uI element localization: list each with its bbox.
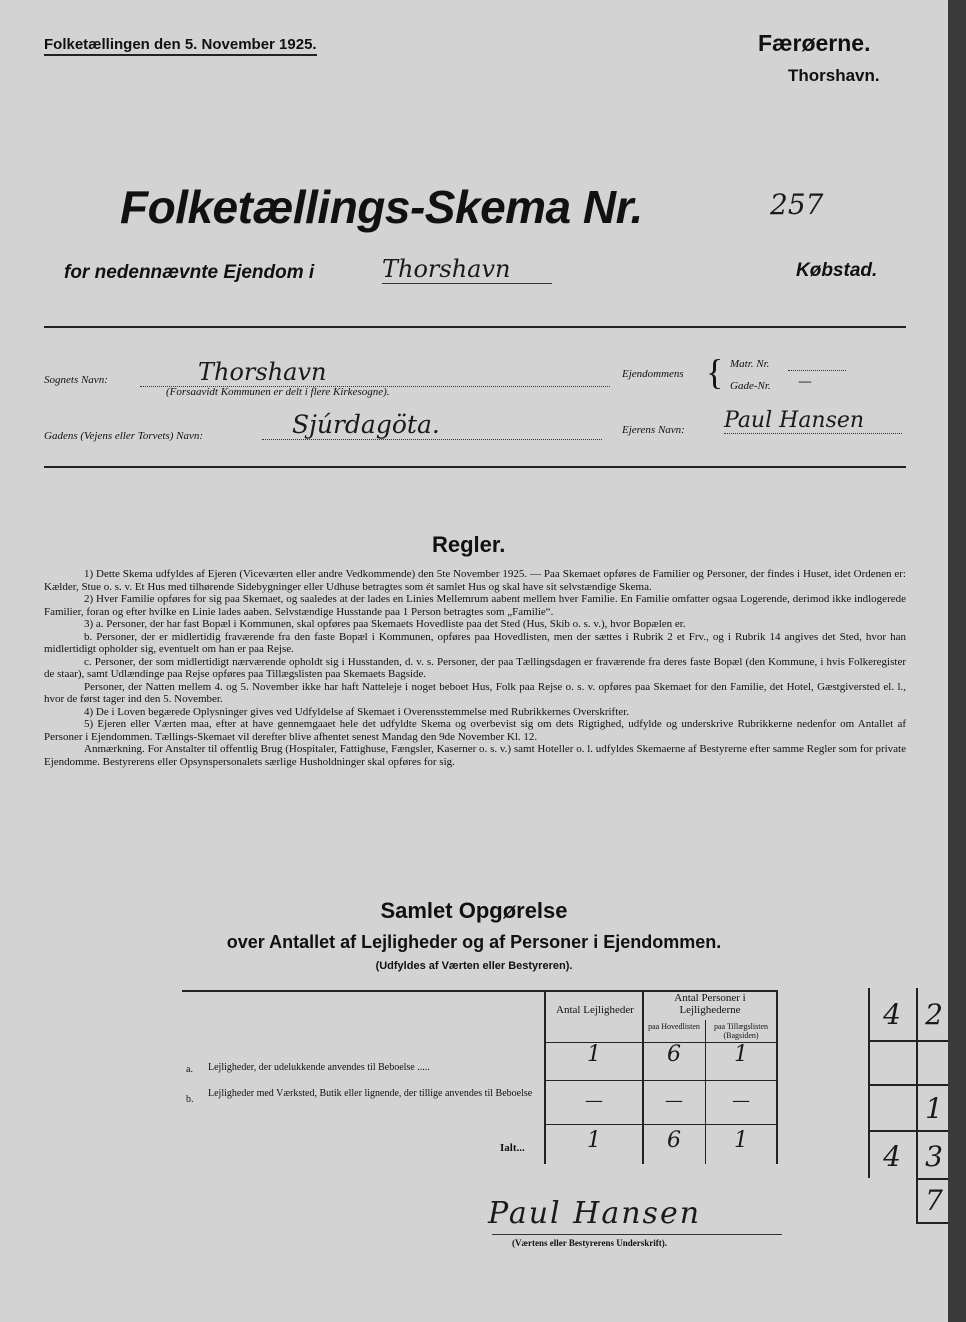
summary-heading: Samlet Opgørelse (380, 898, 568, 923)
row-label: Lejligheder, der udelukkende anvendes til Beboelse ..... (208, 1062, 430, 1073)
signature-caption: (Værtens eller Bestyrerens Underskrift). (512, 1238, 667, 1248)
grid-rule (868, 988, 870, 1178)
grid-rule (868, 1040, 948, 1042)
cell-flats: — (585, 1090, 603, 1111)
landlord-signature: Paul Hansen (488, 1196, 702, 1231)
col-persons-header: Antal Personer i Lejlighederne (674, 992, 746, 1016)
rule-paragraph: 2) Hver Familie opføres for sig paa Skemaet, og saaledes at der lades en Linies Mellemrum aabent mellem hver Familie. En Familie omfatter ogsaa Logerende, derimod ikke indlogerede Familier, foran og efter hvilke en Linie lades aaben. Selvstændige Husstande paa 1 Person betragtes som „Familie“. (44, 593, 906, 618)
rule-paragraph: 1) Dette Skema udfyldes af Ejeren (Viceværten eller andre Vedkommende) den 5te November 1925. — Paa Skemaet opføres de Familier og Personer, der findes i Huset, idet Ordenen er: Kælder, Stue o. s. v. Et Hus med tilhørende Sidebygninger eller Udhuse betragtes som ét samlet Hus og skal have sit selvstændige Skema. (44, 568, 906, 593)
street-value: Sjúrdagöta. (262, 410, 602, 440)
rule-paragraph: Personer, der Natten mellem 4. og 5. November ikke har haft Natteleje i noget beboet Hus, Folk paa Rejse o. s. v. opføres paa Skemaet for den Familie, det Hotel, Gæstgiversted el. l., hvor de først tager ind den 5. November. (44, 680, 906, 705)
census-date-header: Folketællingen den 5. November 1925. (44, 36, 317, 56)
cell-suppl: 1 (734, 1042, 748, 1067)
col-rule (776, 992, 778, 1164)
cell-flats: 1 (587, 1042, 601, 1067)
matr-value (788, 358, 846, 371)
gade-label: Gade-Nr. (730, 380, 771, 392)
rule-paragraph: Anmærkning. For Anstalter til offentlig Brug (Hospitaler, Fattighuse, Fængsler, Kaserner o. s. v.) samt Hoteller o. l. udfyldes Skemaerne af Bestyrerne efter samme Regler som for private Ejendomme. Bestyrerens eller Opsynspersonalets særlige Husholdninger skal opføres for sig. (44, 743, 906, 768)
tally-cell: 1 (925, 1092, 943, 1125)
tally-cell: 3 (925, 1140, 943, 1173)
grid-rule (916, 1178, 948, 1180)
cell-main: 6 (667, 1128, 681, 1153)
cell-suppl: 1 (734, 1128, 748, 1153)
property-label: Ejendommens (622, 368, 684, 380)
tally-cell: 4 (883, 1140, 901, 1173)
form-number: 257 (770, 188, 824, 221)
divider (44, 466, 906, 468)
grid-rule (868, 1130, 948, 1132)
row-letter: a. (186, 1064, 193, 1075)
parish-label: Sognets Navn: (44, 374, 108, 386)
property-location-label: for nedennævnte Ejendom i (64, 262, 315, 283)
tally-cell: 2 (925, 998, 943, 1031)
form-title: Folketællings-Skema Nr. (120, 181, 643, 233)
rule-paragraph: c. Personer, der som midlertidigt nærværende opholdt sig i Husstanden, d. v. s. Personer, der paa Tællingsdagen er fraværende fra deres faste Bopæl (den Kommune, i hvis Folkeregister de staar), samt Udlændinge paa Rejse opføres paa Tillægslisten paa Skemaets Bagside. (44, 655, 906, 680)
row-label: Lejligheder med Værksted, Butik eller lignende, der tillige anvendes til Beboelse (208, 1088, 533, 1099)
brace-icon: { (706, 352, 724, 392)
rule-paragraph: 3) a. Personer, der har fast Bopæl i Kommunen, skal opføres paa Skemaets Hovedliste paa det Sted (Hus, Skib o. s. v.), hvor Bopælen er. (84, 618, 686, 630)
owner-label: Ejerens Navn: (622, 424, 685, 436)
owner-value: Paul Hansen (724, 408, 902, 434)
row-letter: b. (186, 1094, 194, 1105)
parish-note: (Forsaavidt Kommunen er delt i flere Kirkesogne). (166, 386, 390, 398)
signature-line (492, 1234, 782, 1235)
region-title: Færøerne. (758, 30, 871, 56)
scan-edge (948, 0, 966, 1322)
total-label: Ialt... (500, 1142, 525, 1154)
rule-paragraph: 4) De i Loven begærede Oplysninger gives ved Udfyldelse af Skemaet i Overensstemmelse med Rubrikkernes Overskrifter. (84, 705, 629, 718)
rule-paragraph: 5) Ejeren eller Værten maa, efter at have gennemgaaet hele det udfyldte Skema og overbevist sig om dets Rigtighed, udfylde og underskrive Rubrikkerne nedenfor om Antallet af Personer i Ejendommen. Tællings-Skemaet vil derefter blive afhentet senest Mandag den 9de November Kl. 12. (44, 718, 906, 743)
cell-main: 6 (667, 1042, 681, 1067)
street-label: Gadens (Vejens eller Torvets) Navn: (44, 430, 204, 442)
tally-cell: 7 (925, 1184, 943, 1217)
matr-label: Matr. Nr. (730, 358, 770, 370)
summary-note: (Udfyldes af Værten eller Bestyreren). (375, 960, 573, 972)
col-suppl-header: paa Tillægslisten (Bagsiden) (713, 1022, 768, 1040)
cell-flats: 1 (587, 1128, 601, 1153)
row-rule (546, 1080, 776, 1081)
divider (44, 326, 906, 328)
grid-rule (916, 988, 918, 1224)
property-town-value: Thorshavn (382, 255, 552, 284)
cell-suppl: — (732, 1090, 750, 1111)
row-rule (546, 1124, 776, 1125)
grid-rule (868, 1084, 948, 1086)
col-main-header: paa Hovedlisten (648, 1022, 700, 1031)
cell-main: — (665, 1090, 683, 1111)
summary-subheading: over Antallet af Lejligheder og af Personer i Ejendommen. (226, 932, 722, 952)
grid-rule (916, 1222, 948, 1224)
gade-value: — (798, 374, 812, 390)
rule-paragraph: b. Personer, der er midlertidig fraværende fra den faste Bopæl i Kommunen, opføres paa Hovedlisten, men der sættes i Rubrik 2 et Frv., og i Rubrik 14 angives det Sted, hvor han midlertidigt opholder sig, eventuelt om han er paa Rejse. (44, 630, 906, 655)
kobstad-label: Købstad. (796, 260, 878, 281)
tally-cell: 4 (883, 998, 901, 1031)
parish-value: Thorshavn (140, 358, 610, 387)
col-flats-header: Antal Lejligheder (556, 1004, 634, 1016)
town-title: Thorshavn. (788, 66, 880, 85)
rules-heading: Regler. (432, 532, 506, 557)
rules-text (44, 568, 906, 768)
